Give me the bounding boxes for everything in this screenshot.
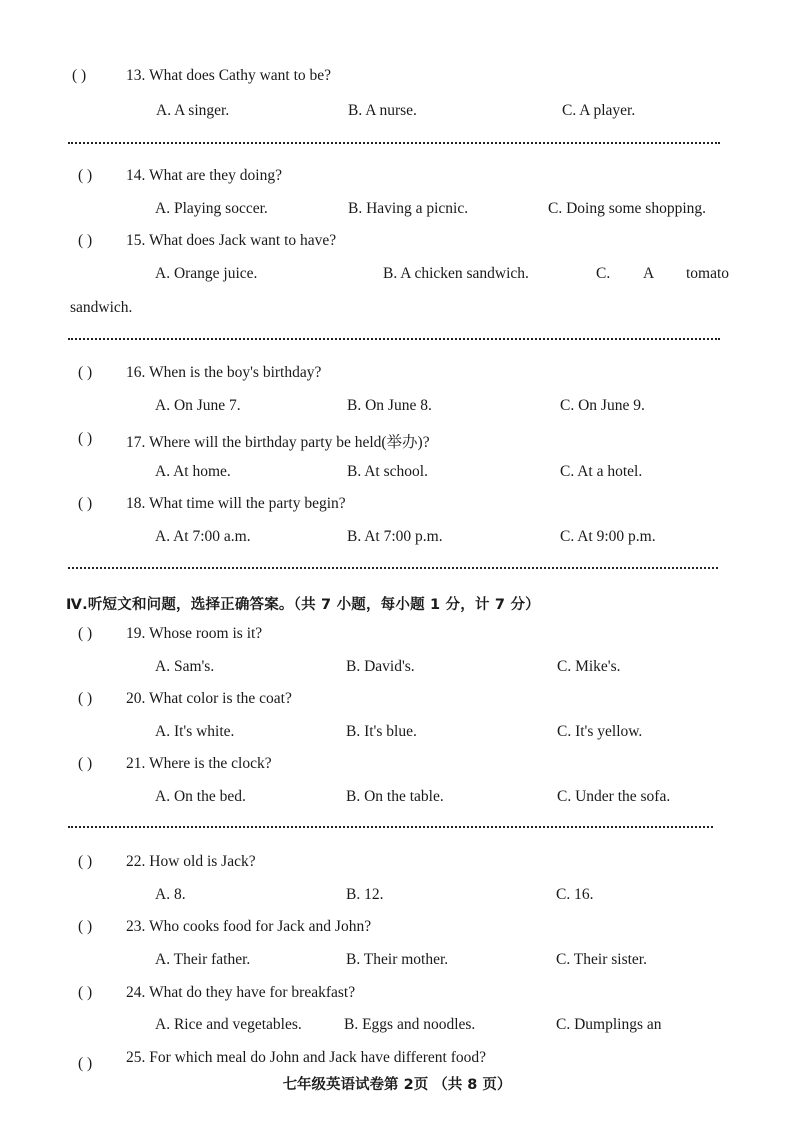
dotted-divider	[68, 142, 720, 144]
question-24: 24. What do they have for breakfast?	[126, 984, 356, 1001]
question-15: 15. What does Jack want to have?	[126, 232, 337, 249]
answer-bracket[interactable]: ( )	[78, 495, 93, 512]
option-c: C. Under the sofa.	[557, 788, 671, 805]
answer-bracket[interactable]: ( )	[78, 1055, 93, 1072]
option-a: A. On June 7.	[155, 397, 241, 414]
answer-bracket[interactable]: ( )	[72, 67, 87, 84]
question-22: 22. How old is Jack?	[126, 853, 256, 870]
question-19: 19. Whose room is it?	[126, 625, 263, 642]
option-b: B. Eggs and noodles.	[344, 1016, 476, 1033]
option-b: B. A chicken sandwich.	[383, 265, 529, 282]
answer-bracket[interactable]: ( )	[78, 690, 93, 707]
question-16: 16. When is the boy's birthday?	[126, 364, 322, 381]
question-13: 13. What does Cathy want to be?	[126, 67, 332, 84]
option-a: A. At home.	[155, 463, 231, 480]
option-b: B. A nurse.	[348, 102, 417, 119]
option-c: C. Mike's.	[557, 658, 621, 675]
answer-bracket[interactable]: ( )	[78, 364, 93, 381]
answer-bracket[interactable]: ( )	[78, 232, 93, 249]
option-c: C. A player.	[562, 102, 636, 119]
option-a: A. Sam's.	[155, 658, 215, 675]
answer-bracket[interactable]: ( )	[78, 918, 93, 935]
option-a: A. It's white.	[155, 723, 235, 740]
question-23: 23. Who cooks food for Jack and John?	[126, 918, 372, 935]
option-b: B. 12.	[346, 886, 384, 903]
option-c: C. Doing some shopping.	[548, 200, 707, 217]
dotted-divider	[68, 567, 718, 569]
option-b: B. David's.	[346, 658, 415, 675]
answer-bracket[interactable]: ( )	[78, 430, 93, 447]
answer-bracket[interactable]: ( )	[78, 167, 93, 184]
question-14: 14. What are they doing?	[126, 167, 282, 184]
answer-bracket[interactable]: ( )	[78, 984, 93, 1001]
option-a: A. On the bed.	[155, 788, 246, 805]
option-b: B. On June 8.	[347, 397, 432, 414]
option-c-part2: A	[643, 265, 655, 282]
dotted-divider	[68, 826, 713, 828]
option-a: A. Orange juice.	[155, 265, 258, 282]
option-c: C. It's yellow.	[557, 723, 643, 740]
option-c: C. At a hotel.	[560, 463, 643, 480]
page-footer: 七年级英语试卷第 2页 （共 8 页）	[282, 1077, 512, 1093]
question-20: 20. What color is the coat?	[126, 690, 292, 707]
option-c: C. Dumplings an	[556, 1016, 662, 1033]
option-a: A. Playing soccer.	[155, 200, 268, 217]
option-b: B. Having a picnic.	[348, 200, 469, 217]
option-b: B. Their mother.	[346, 951, 449, 968]
answer-bracket[interactable]: ( )	[78, 853, 93, 870]
question-17: 17. Where will the birthday party be held(举办)?	[126, 434, 430, 451]
option-c-continued: sandwich.	[70, 299, 133, 316]
option-a: A. A singer.	[156, 102, 230, 119]
option-a: A. 8.	[155, 886, 186, 903]
option-b: B. On the table.	[346, 788, 444, 805]
option-c: C. 16.	[556, 886, 594, 903]
question-25: 25. For which meal do John and Jack have different food?	[126, 1049, 486, 1066]
question-18: 18. What time will the party begin?	[126, 495, 346, 512]
option-c: C. On June 9.	[560, 397, 645, 414]
section-heading: Ⅳ.听短文和问题，选择正确答案。（共 7 小题，每小题 1 分，计 7 分）	[66, 597, 540, 613]
answer-bracket[interactable]: ( )	[78, 625, 93, 642]
option-a: A. Rice and vegetables.	[155, 1016, 302, 1033]
dotted-divider	[68, 338, 720, 340]
option-c-part1: C.	[596, 265, 611, 282]
option-c: C. At 9:00 p.m.	[560, 528, 656, 545]
answer-bracket[interactable]: ( )	[78, 755, 93, 772]
option-a: A. At 7:00 a.m.	[155, 528, 251, 545]
option-b: B. At school.	[347, 463, 428, 480]
option-b: B. At 7:00 p.m.	[347, 528, 443, 545]
option-a: A. Their father.	[155, 951, 251, 968]
option-c: C. Their sister.	[556, 951, 647, 968]
option-b: B. It's blue.	[346, 723, 417, 740]
question-21: 21. Where is the clock?	[126, 755, 272, 772]
option-c-part3: tomato	[686, 265, 730, 282]
